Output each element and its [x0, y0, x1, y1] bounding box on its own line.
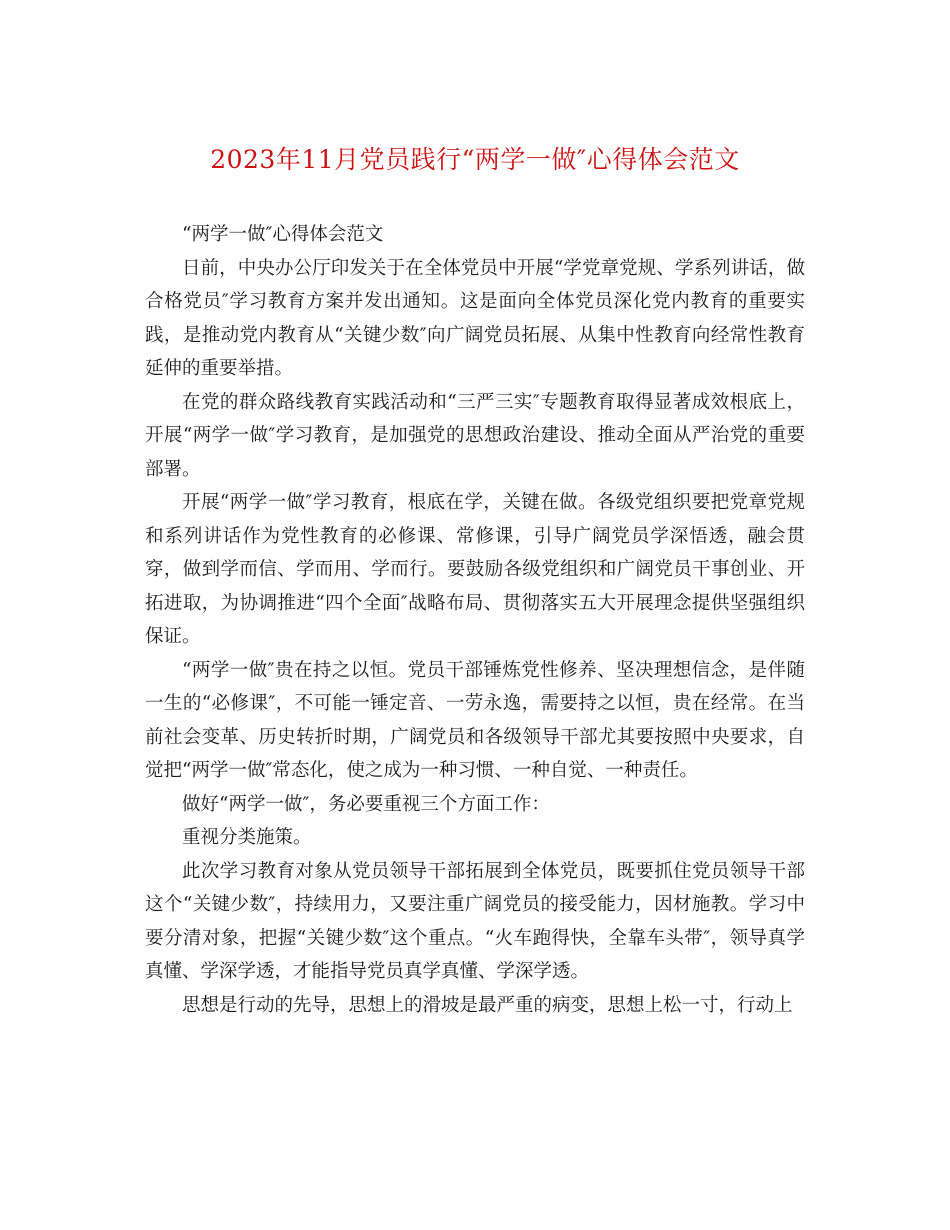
- paragraph-heading: 重视分类施策。: [182, 827, 312, 848]
- paragraph: 开展“两学一做″学习教育，根底在学，关键在做。各级党组织要把党章党规和系列讲话作为党性教育的必修课、常修课，引导广阔党员学深悟透，融会贯穿，做到学而信、学而用、学而行。要鼓励各级党组织和广阔党员干事创业、开拓进取，为协调推进“四个全面″战略布局、贯彻落实五大开展理念提供坚强组织保证。: [145, 492, 805, 647]
- paragraph: 做好“两学一做″，务必要重视三个方面工作：: [182, 793, 550, 815]
- document-title: 2023年11月党员践行“两学一做″心得体会范文: [210, 145, 740, 174]
- paragraph-subtitle: “两学一做″心得体会范文: [182, 224, 384, 245]
- document-body: [145, 218, 805, 1022]
- paragraph: 思想是行动的先导，思想上的滑坡是最严重的病变，思想上松一寸，行动上: [182, 994, 793, 1016]
- paragraph: 此次学习教育对象从党员领导干部拓展到全体党员，既要抓住党员领导干部这个“关键少数″，持续用力，又要注重广阔党员的接受能力，因材施教。学习中要分清对象，把握“关键少数″这个重点。“火车跑得快，全靠车头带″，领导真学真懂、学深学透，才能指导党员真学真懂、学深学透。: [145, 860, 805, 982]
- paragraph: 日前，中央办公厅印发关于在全体党员中开展“学党章党规、学系列讲话，做合格党员″学习教育方案并发出通知。这是面向全体党员深化党内教育的重要实践，是推动党内教育从“关键少数″向广阔党员拓展、从集中性教育向经常性教育延伸的重要举措。: [145, 257, 805, 379]
- paragraph: 在党的群众路线教育实践活动和“三严三实″专题教育取得显著成效根底上，开展“两学一做″学习教育，是加强党的思想政治建设、推动全面从严治党的重要部署。: [145, 391, 805, 480]
- paragraph: “两学一做″贵在持之以恒。党员干部锤炼党性修养、坚决理想信念，是伴随一生的“必修课″，不可能一锤定音、一劳永逸，需要持之以恒，贵在经常。在当前社会变革、历史转折时期，广阔党员和各级领导干部尤其要按照中央要求，自觉把“两学一做″常态化，使之成为一种习惯、一种自觉、一种责任。: [145, 659, 805, 781]
